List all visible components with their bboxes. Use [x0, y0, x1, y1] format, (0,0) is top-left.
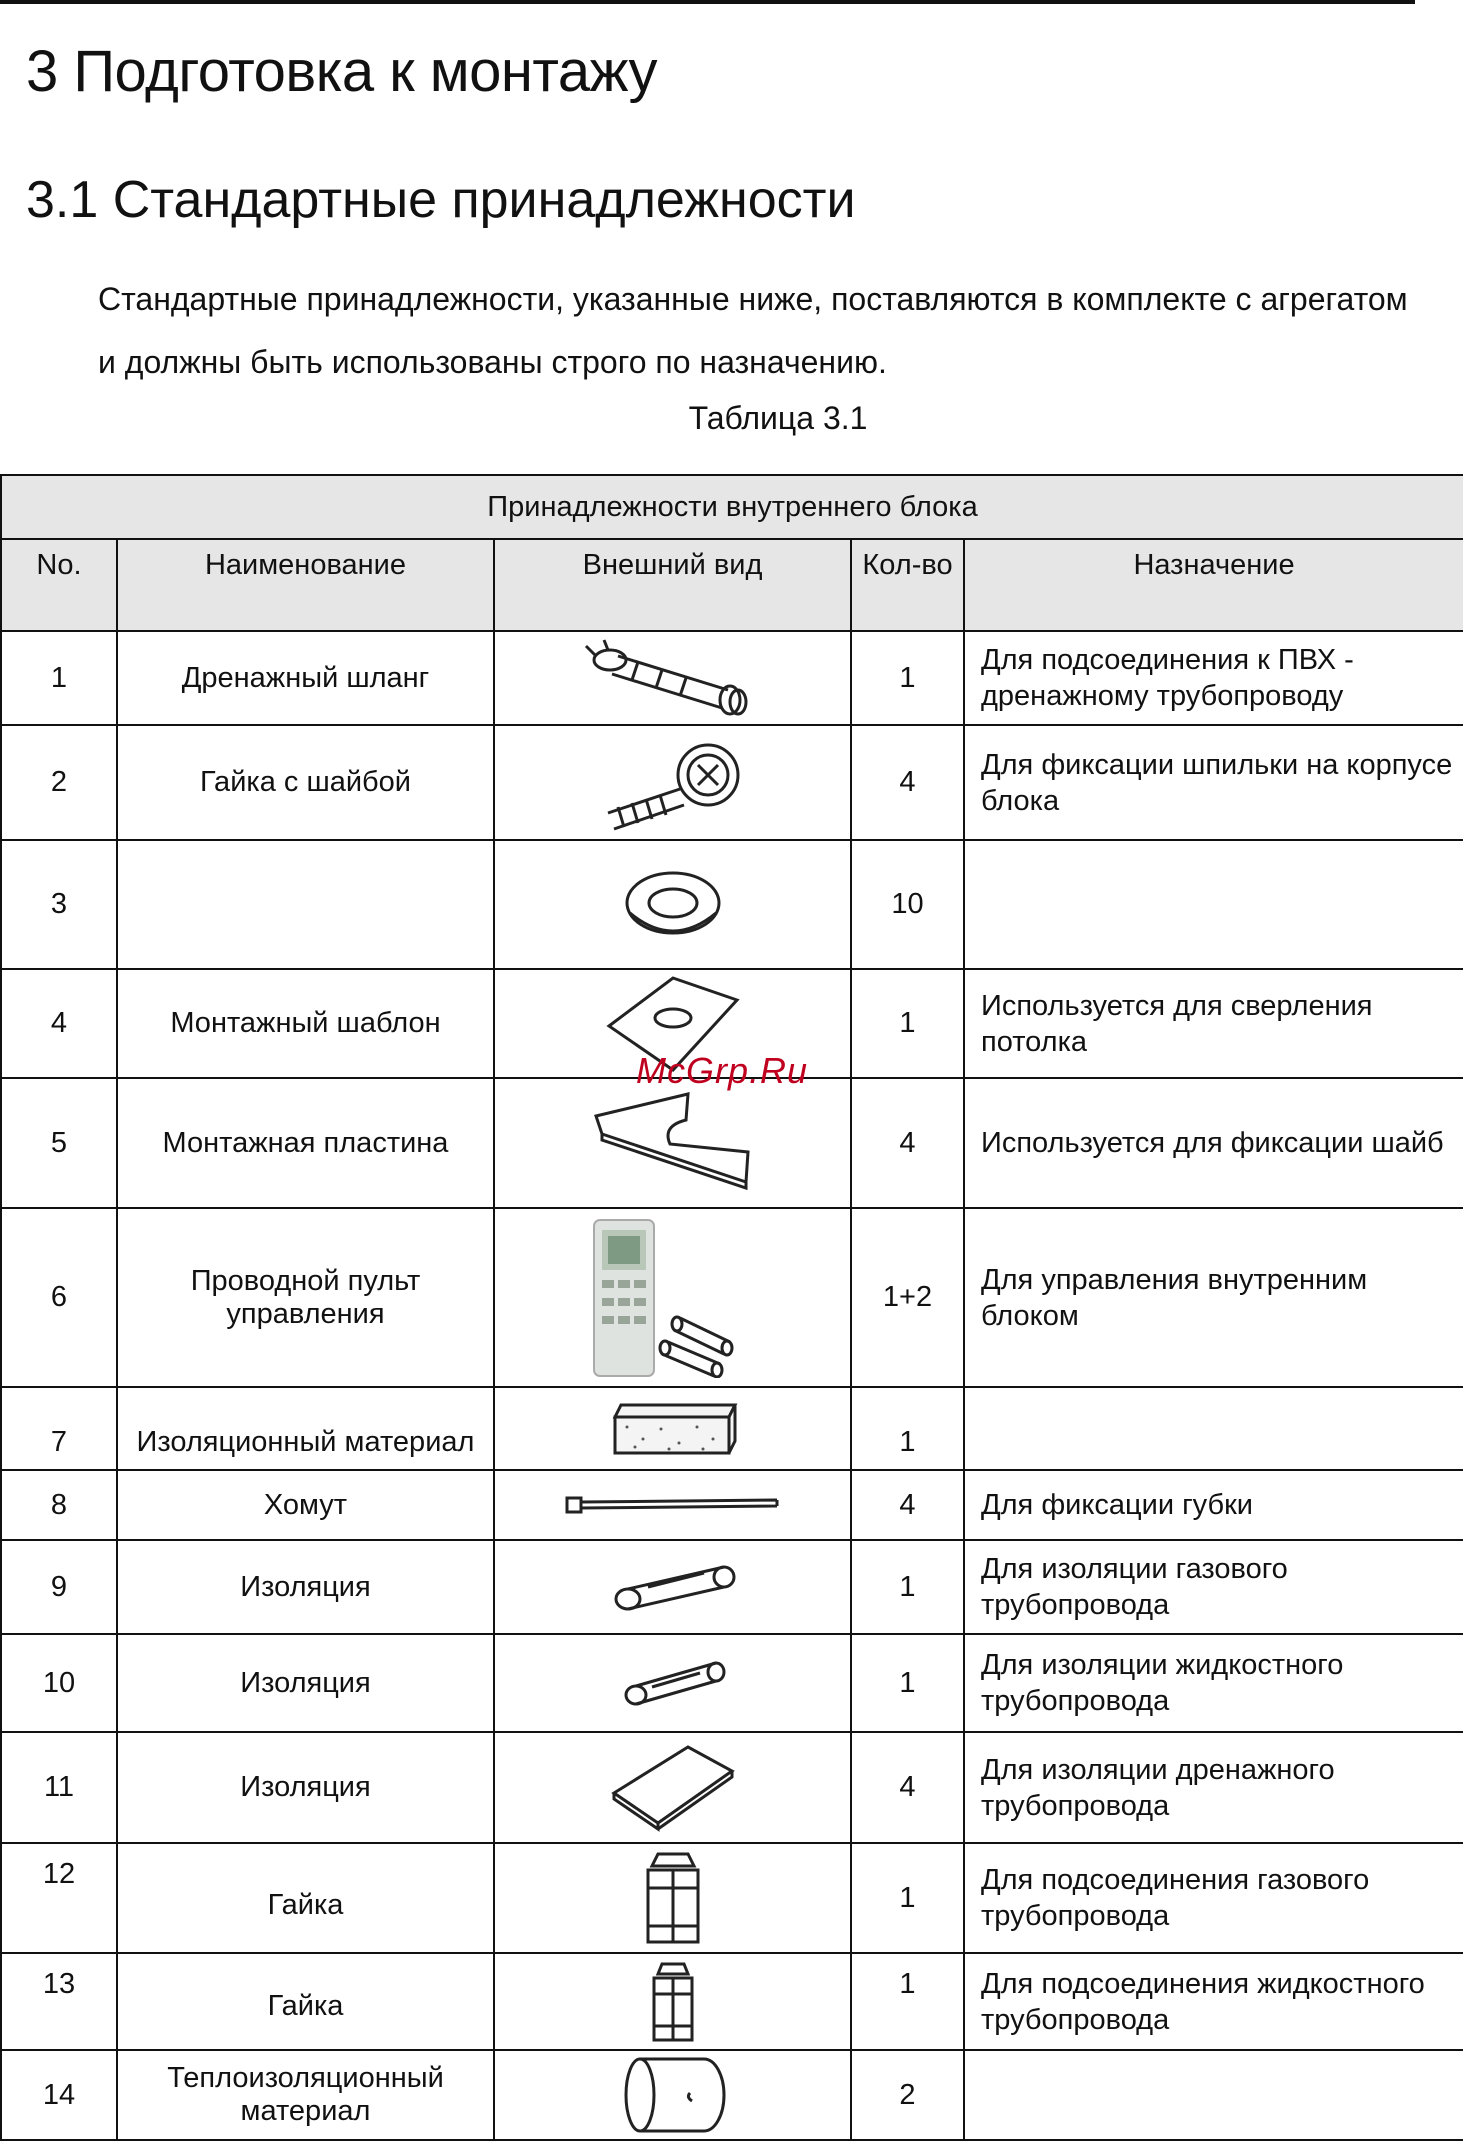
section-title: 3 Подготовка к монтажу: [26, 39, 658, 104]
row-purpose: Для изоляции дренажного трубопровода: [964, 1732, 1463, 1843]
insulation-cylinder-icon: [494, 2050, 851, 2140]
table-row: [1, 840, 1463, 969]
insulation-block-icon: [494, 1387, 851, 1470]
table-row: [1, 1540, 1463, 1634]
row-purpose: Для подсоединения жидкостного трубопровода: [964, 1953, 1463, 2050]
row-qty: 4: [851, 1732, 964, 1843]
table-group-header: Принадлежности внутреннего блока: [1, 475, 1463, 539]
col-header-purpose: Назначение: [964, 539, 1463, 631]
table-row: [1, 1470, 1463, 1540]
row-no: 4: [1, 969, 117, 1078]
row-qty: 2: [851, 2050, 964, 2140]
row-name: Изоляция: [117, 1634, 494, 1732]
row-qty: 1: [851, 1634, 964, 1732]
row-purpose: Для изоляции газового трубопровода: [964, 1540, 1463, 1634]
mounting-plate-icon: [494, 1078, 851, 1208]
row-no: 5: [1, 1078, 117, 1208]
row-no: 6: [1, 1208, 117, 1387]
spring-washer-icon: [494, 840, 851, 969]
row-no: 11: [1, 1732, 117, 1843]
row-purpose: Используется для сверления потолка: [964, 969, 1463, 1078]
row-name: Проводной пульт управления: [117, 1208, 494, 1387]
intro-paragraph: Стандартные принадлежности, указанные ниже, поставляются в комплекте с агрегатом и должны быть использованы строго по назначению.: [98, 281, 1408, 380]
top-rule: [0, 0, 1415, 4]
row-name: Хомут: [117, 1470, 494, 1540]
row-name: Гайка: [117, 1953, 494, 2050]
row-purpose: Для подсоединения газового трубопровода: [964, 1843, 1463, 1953]
row-name: Монтажный шаблон: [117, 969, 494, 1078]
row-name: Изоляция: [117, 1732, 494, 1843]
row-no: 13: [1, 1953, 117, 2050]
row-purpose: Для подсоединения к ПВХ - дренажному трубопроводу: [964, 631, 1463, 725]
table-row: [1, 1387, 1463, 1470]
row-qty: 4: [851, 1078, 964, 1208]
row-qty: 4: [851, 1470, 964, 1540]
row-qty: 1: [851, 1843, 964, 1953]
table-row: [1, 2050, 1463, 2140]
row-name: Гайка с шайбой: [117, 725, 494, 840]
row-qty: 1: [851, 969, 964, 1078]
row-qty: 1+2: [851, 1208, 964, 1387]
row-qty: 1: [851, 1387, 964, 1470]
row-qty: 1: [851, 631, 964, 725]
row-qty: 1: [851, 1953, 964, 2050]
flare-nut-large-icon: [494, 1843, 851, 1953]
table-row: [1, 1843, 1463, 1953]
table-row: [1, 1208, 1463, 1387]
row-purpose: Используется для фиксации шайб: [964, 1078, 1463, 1208]
row-purpose: Для фиксации шпильки на корпусе блока: [964, 725, 1463, 840]
row-purpose: Для управления внутренним блоком: [964, 1208, 1463, 1387]
row-name: Монтажная пластина: [117, 1078, 494, 1208]
row-name: [117, 840, 494, 969]
row-no: 3: [1, 840, 117, 969]
watermark-text: McGrp.Ru: [636, 1050, 809, 1091]
table-row: [1, 1732, 1463, 1843]
row-purpose: [964, 840, 1463, 969]
row-no: 8: [1, 1470, 117, 1540]
flare-nut-small-icon: [494, 1953, 851, 2050]
insulation-sleeve-small-icon: [494, 1634, 851, 1732]
table-row: [1, 1634, 1463, 1732]
table-row: [1, 1078, 1463, 1208]
table-row: [1, 631, 1463, 725]
table-row: [1, 1953, 1463, 2050]
insulation-sleeve-icon: [494, 1540, 851, 1634]
row-name: Изоляция: [117, 1540, 494, 1634]
row-name: Гайка: [117, 1843, 494, 1953]
row-name: Теплоизоляционный материал: [117, 2050, 494, 2140]
col-header-name: Наименование: [117, 539, 494, 631]
row-no: 12: [1, 1843, 117, 1953]
row-qty: 1: [851, 1540, 964, 1634]
row-purpose: Для фиксации губки: [964, 1470, 1463, 1540]
row-no: 2: [1, 725, 117, 840]
subsection-title: 3.1 Стандартные принадлежности: [26, 171, 856, 229]
bolt-with-washer-icon: [494, 725, 851, 840]
row-purpose: [964, 1387, 1463, 1470]
row-purpose: [964, 2050, 1463, 2140]
row-no: 10: [1, 1634, 117, 1732]
row-name: Изоляционный материал: [117, 1387, 494, 1470]
cable-tie-icon: [494, 1470, 851, 1540]
row-qty: 10: [851, 840, 964, 969]
insulation-pad-icon: [494, 1732, 851, 1843]
row-no: 14: [1, 2050, 117, 2140]
table-row: [1, 725, 1463, 840]
row-qty: 4: [851, 725, 964, 840]
col-header-qty: Кол-во: [851, 539, 964, 631]
row-no: 9: [1, 1540, 117, 1634]
remote-control-icon: [494, 1208, 851, 1387]
row-no: 1: [1, 631, 117, 725]
col-header-appearance: Внешний вид: [494, 539, 851, 631]
row-no: 7: [1, 1387, 117, 1470]
table-caption: Таблица 3.1: [688, 400, 868, 436]
row-purpose: Для изоляции жидкостного трубопровода: [964, 1634, 1463, 1732]
row-name: Дренажный шланг: [117, 631, 494, 725]
col-header-no: No.: [1, 539, 117, 631]
drain-hose-icon: [494, 631, 851, 725]
accessories-table: [0, 474, 1463, 2141]
